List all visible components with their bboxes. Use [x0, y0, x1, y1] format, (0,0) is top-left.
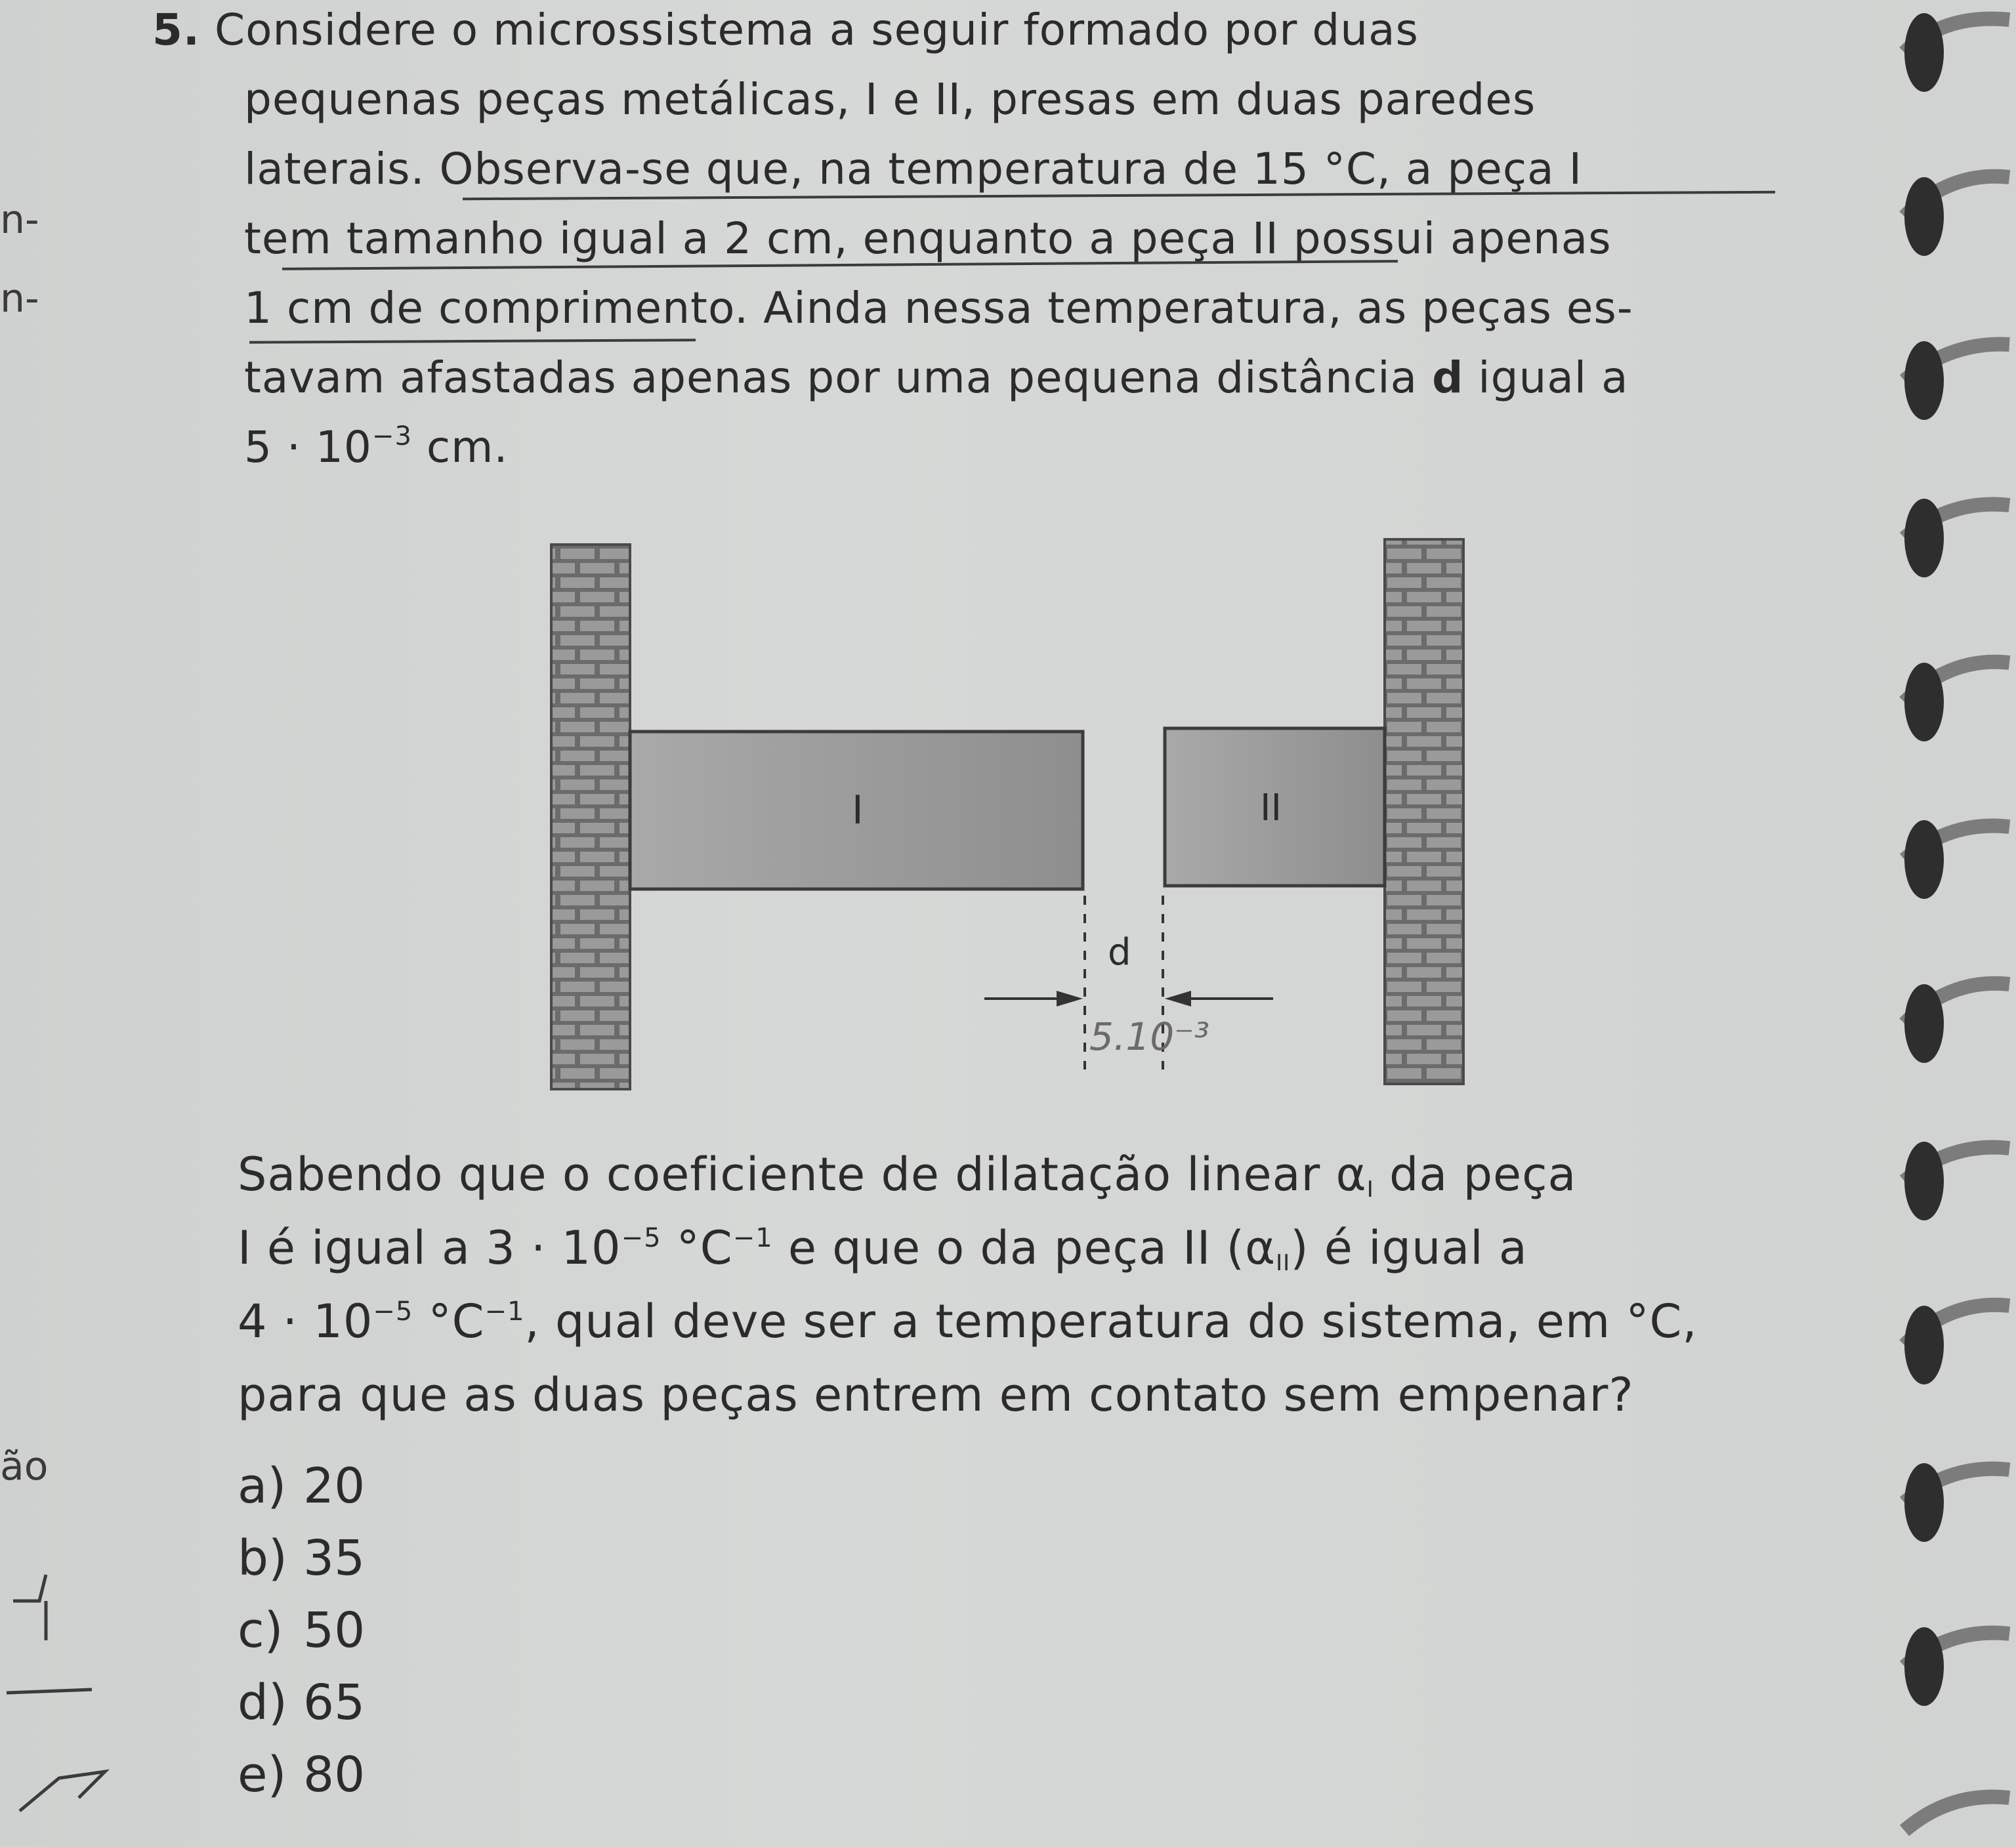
question-line-6	[244, 352, 1629, 404]
exponent: −5	[373, 1297, 413, 1327]
margin-fragment: ão	[0, 1443, 49, 1489]
arrow-left-head	[1165, 991, 1191, 1007]
prompt-line-3	[238, 1295, 1698, 1348]
option-d[interactable]	[238, 1673, 365, 1732]
option-value: 80	[303, 1747, 366, 1803]
option-value: 50	[303, 1602, 366, 1659]
alpha-subscript: II	[1276, 1250, 1291, 1276]
prompt-text: 4 · 10	[238, 1295, 373, 1348]
margin-scribbles	[0, 1562, 144, 1844]
alpha-subscript: I	[1366, 1176, 1374, 1203]
option-b[interactable]	[238, 1529, 365, 1588]
question-number: 5.	[152, 5, 200, 55]
piece-2-label: II	[1260, 787, 1282, 829]
prompt-text: Sabendo que o coeficiente de dilatação linear α	[238, 1148, 1367, 1201]
margin-fragment: n-	[0, 197, 39, 243]
piece-1-label: I	[852, 787, 864, 833]
spiral-binding	[1898, 0, 2016, 1847]
distance-symbol: d	[1432, 352, 1464, 403]
question-line-7	[244, 421, 508, 474]
option-letter: d)	[238, 1674, 287, 1731]
distance-unit: cm.	[426, 422, 509, 472]
question-line-3: laterais. Observa-se que, na temperatura de 15 °C, a peça I	[244, 144, 1583, 194]
question-text: tavam afastadas apenas por uma pequena distância	[244, 352, 1418, 403]
question-line-4: tem tamanho igual a 2 cm, enquanto a peça II possui apenas	[244, 213, 1612, 264]
distance-value: 5 · 10	[244, 422, 372, 472]
unit: °C	[676, 1221, 733, 1275]
option-value: 65	[303, 1674, 366, 1731]
question-text: igual a	[1478, 352, 1629, 403]
left-wall	[551, 545, 630, 1089]
right-wall	[1385, 539, 1463, 1084]
prompt-text: da peça	[1389, 1148, 1577, 1201]
distance-exponent: −3	[371, 421, 412, 451]
option-e[interactable]	[238, 1745, 365, 1804]
option-letter: c)	[238, 1602, 284, 1659]
prompt-line-4: para que as duas peças entrem em contato sem empenar?	[238, 1368, 1634, 1422]
unit: °C	[428, 1295, 485, 1348]
arrow-right-head	[1057, 991, 1083, 1007]
exponent: −1	[484, 1297, 525, 1327]
handwritten-note: 5.10⁻³	[1089, 1014, 1210, 1059]
option-letter: e)	[238, 1747, 287, 1803]
prompt-line-1	[238, 1148, 1576, 1201]
option-a[interactable]	[238, 1457, 365, 1516]
microsystem-diagram	[538, 531, 1490, 1109]
exponent: −1	[732, 1223, 773, 1253]
option-c[interactable]	[238, 1601, 365, 1660]
option-value: 20	[303, 1458, 366, 1514]
question-text: Considere o microssistema a seguir formado por duas	[214, 5, 1419, 55]
prompt-text: ) é igual a	[1290, 1221, 1528, 1275]
question-line-5: 1 cm de comprimento. Ainda nessa temperatura, as peças es-	[244, 283, 1633, 333]
prompt-text: I é igual a 3 · 10	[238, 1221, 621, 1275]
margin-fragment: n-	[0, 276, 39, 322]
option-value: 35	[303, 1530, 366, 1587]
pen-underline	[249, 339, 696, 344]
prompt-line-2	[238, 1222, 1528, 1274]
question-line-2: pequenas peças metálicas, I e II, presas em duas paredes	[244, 74, 1536, 125]
prompt-text: e que o da peça II (α	[788, 1221, 1276, 1275]
distance-label: d	[1108, 931, 1131, 974]
exponent: −5	[621, 1223, 662, 1253]
option-letter: a)	[238, 1458, 287, 1514]
question-line-1	[152, 4, 1419, 56]
option-letter: b)	[238, 1530, 287, 1587]
prompt-text: , qual deve ser a temperatura do sistema, em °C,	[524, 1295, 1698, 1348]
